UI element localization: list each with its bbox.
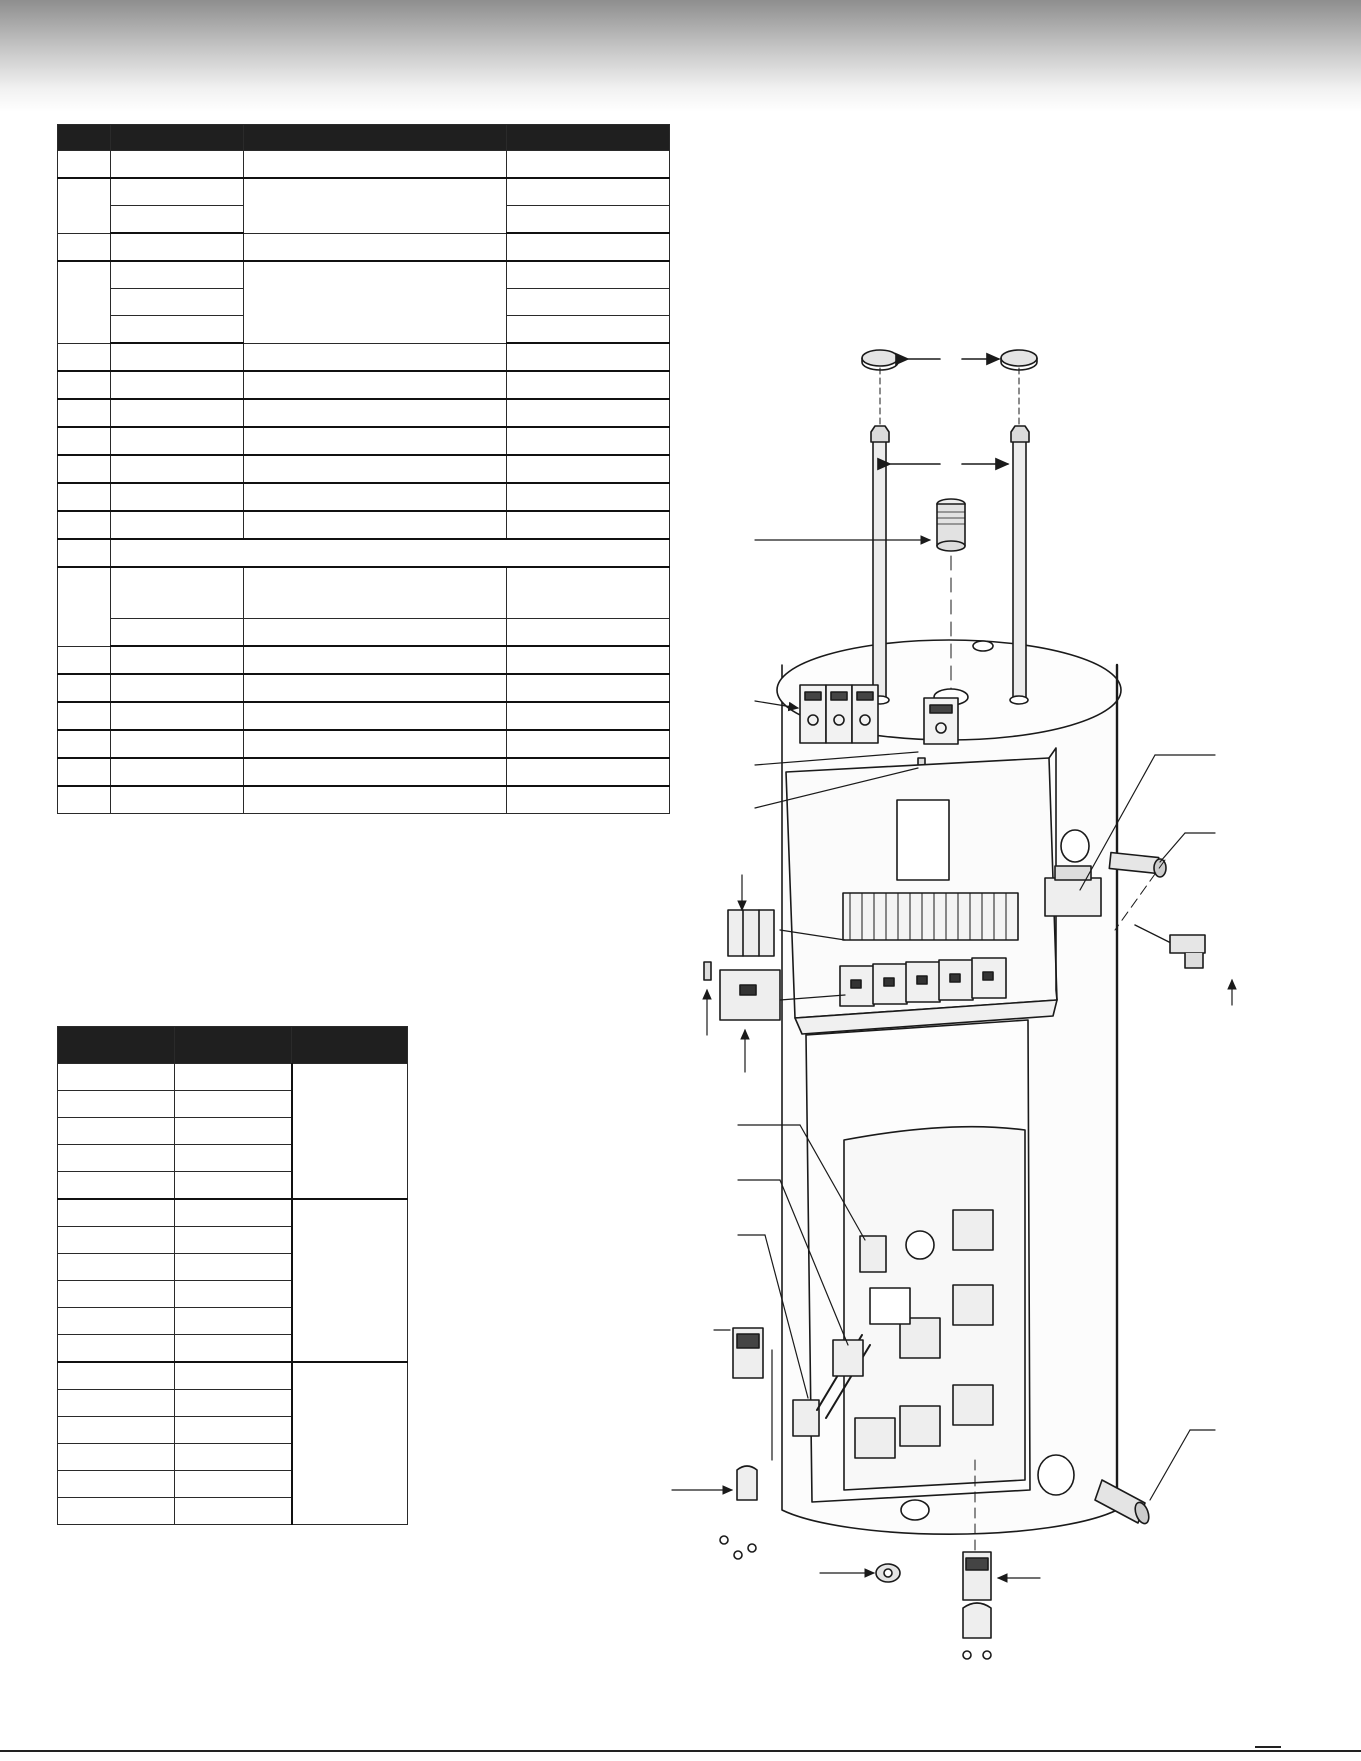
drain-port: [1038, 1455, 1074, 1495]
left-bracket: [720, 1466, 757, 1559]
table-row: [58, 233, 670, 261]
terminal-block: [924, 698, 958, 744]
table-row: [58, 1362, 408, 1390]
pipe-cap-left: [862, 350, 898, 370]
header-cell-item: [58, 125, 111, 151]
parts-list-table: [57, 124, 670, 814]
table-row: [58, 619, 670, 647]
header-cell-1: [58, 1027, 175, 1064]
element-table: [57, 1026, 408, 1525]
bottom-nipple: [1095, 1480, 1151, 1525]
table-header-row: [58, 125, 670, 151]
table-row: [58, 427, 670, 455]
header-cell-2: [175, 1027, 292, 1064]
contactor-row: [840, 958, 1006, 1006]
table-row: [58, 567, 670, 619]
table-row: [58, 758, 670, 786]
left-thermostat: [733, 1328, 763, 1378]
table-row: [58, 646, 670, 674]
table-row: [58, 730, 670, 758]
left-fuse-block: [728, 910, 774, 956]
water-heater-exploded-diagram: [660, 300, 1280, 1680]
table-row: [58, 455, 670, 483]
table-row: [58, 261, 670, 289]
relief-valve: [1135, 925, 1205, 968]
group-cell: [292, 1362, 408, 1525]
element-gasket: [860, 1236, 886, 1272]
table-row: [58, 343, 670, 371]
table-row: [58, 674, 670, 702]
pipe-cap-right: [1001, 350, 1037, 370]
table-row: [58, 1064, 408, 1091]
footer-rule: [0, 1750, 1361, 1752]
header-cell-qty: [507, 125, 670, 151]
left-fuse: [704, 962, 711, 980]
side-port: [1061, 830, 1089, 862]
table-row: [58, 702, 670, 730]
table-row: [58, 511, 670, 539]
element-access-panel: [806, 1020, 1030, 1502]
fuse-block: [800, 685, 878, 743]
table-row: [58, 539, 670, 567]
table-header-row: [58, 1027, 408, 1064]
group-cell: [292, 1064, 408, 1200]
table-row: [58, 399, 670, 427]
table-row: [58, 1199, 408, 1227]
nipple-fitting: [937, 499, 965, 551]
table-row: [58, 483, 670, 511]
left-contactor: [720, 970, 780, 1020]
header-cell-part-number: [111, 125, 244, 151]
header-cell-3: [292, 1027, 408, 1064]
header-cell-description: [244, 125, 507, 151]
terminal-strip: [843, 893, 1018, 940]
table-row: [58, 786, 670, 814]
element-flange: [870, 1288, 910, 1324]
table-row: [58, 371, 670, 399]
footer-tick: [1255, 1746, 1281, 1748]
group-cell: [292, 1199, 408, 1362]
table-row: [58, 151, 670, 179]
drain-valve: [876, 1564, 900, 1582]
header-band: [0, 0, 1361, 112]
table-row: [58, 178, 670, 206]
lower-thermostat: [963, 1552, 991, 1659]
